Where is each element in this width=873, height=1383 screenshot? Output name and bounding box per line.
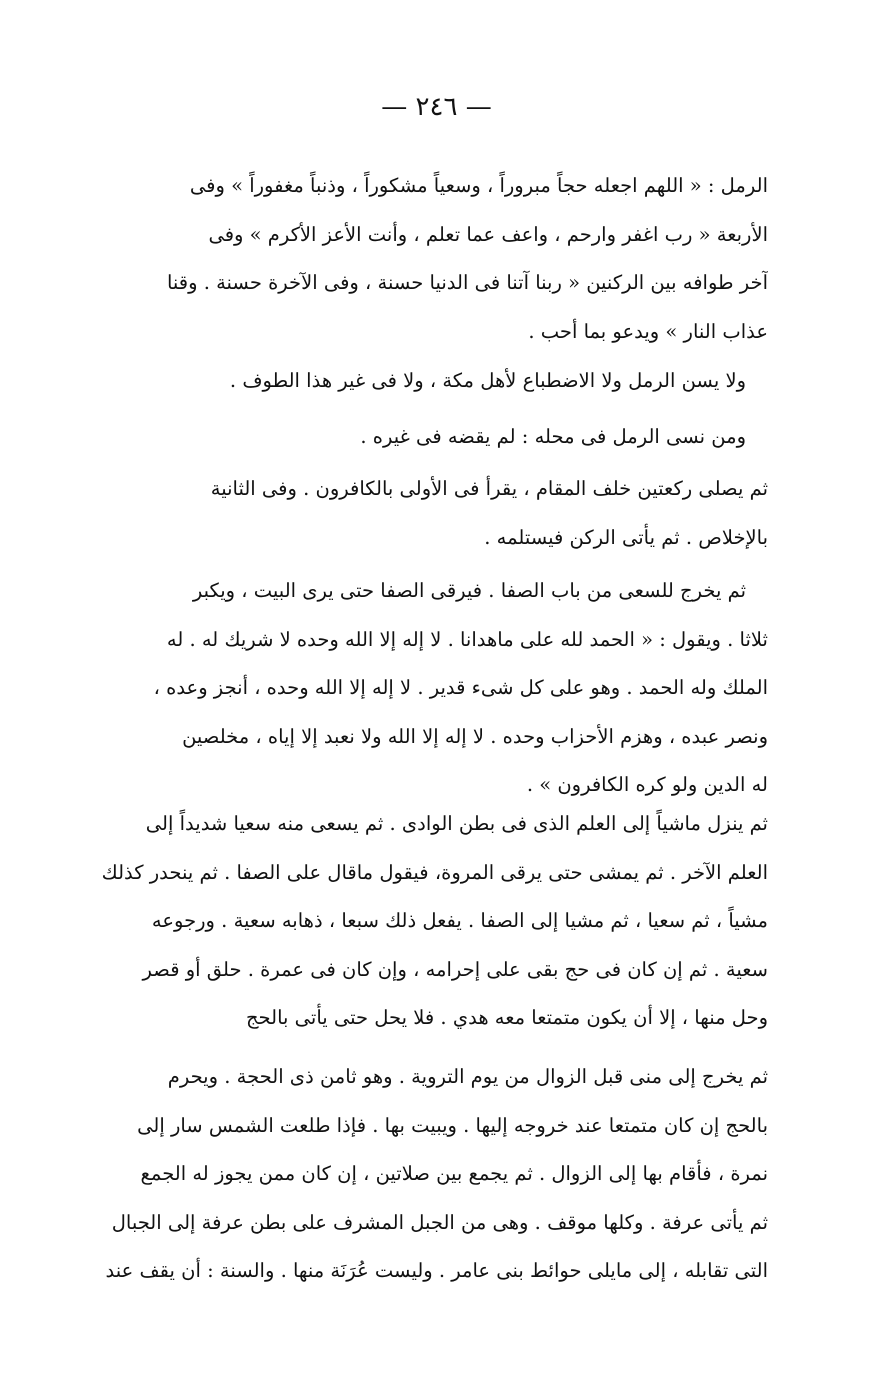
text-line: سعية . ثم إن كان فى حج بقى على إحرامه ، وإن كان فى عمرة . حلق أو قصر — [142, 957, 768, 981]
paragraph-sai — [100, 800, 768, 1043]
text-line: ثم ينزل ماشياً إلى العلم الذى فى بطن الوادى . ثم يسعى منه سعيا شديداً إلى — [145, 812, 768, 835]
text-line: بالحج إن كان متمتعا عند خروجه إليها . ويبيت بها . فإذا طلعت الشمس سار إلى — [137, 1113, 768, 1137]
paragraph-two-rakahs — [100, 465, 768, 562]
text-line: الرمل : « اللهم اجعله حجاً مبروراً ، وسعياً مشكوراً ، وذنباً مغفوراً » وفى — [189, 174, 768, 197]
text-line: له الدين ولو كره الكافرون » . — [526, 773, 768, 797]
text-line: ولا يسن الرمل ولا الاضطباع لأهل مكة ، ولا فى غير هذا الطوف . — [229, 369, 746, 392]
text-line: عذاب النار » ويدعو بما أحب . — [528, 319, 768, 343]
text-line: الأربعة « رب اغفر وارحم ، واعف عما تعلم ، وأنت الأعز الأكرم » وفى — [208, 222, 768, 246]
paragraph-ramal-dua — [100, 162, 768, 356]
text-line: التى تقابله ، إلى مايلى حوائط بنى عامر . وليست عُرَنَة منها . والسنة : أن يقف عند — [105, 1259, 768, 1283]
paragraph-mina-arafah — [100, 1053, 768, 1296]
text-line: العلم الآخر . ثم يمشى حتى يرقى المروة، فيقول ماقال على الصفا . ثم ينحدر كذلك — [101, 860, 768, 884]
text-line: بالإخلاص . ثم يأتى الركن فيستلمه . — [484, 525, 768, 549]
text-line: ونصر عبده ، وهزم الأحزاب وحده . لا إله إلا الله ولا نعبد إلا إياه ، مخلصين — [182, 724, 768, 748]
text-line: ثلاثا . ويقول : « الحمد لله على ماهدانا . لا إله إلا الله وحده لا شريك له . له — [166, 627, 768, 651]
text-line: ثم يصلى ركعتين خلف المقام ، يقرأ فى الأولى بالكافرون . وفى الثانية — [210, 477, 768, 500]
text-line: الملك وله الحمد . وهو على كل شىء قدير . لا إله إلا الله وحده ، أنجز وعده ، — [153, 676, 768, 700]
text-line: ثم يأتى عرفة . وكلها موقف . وهى من الجبل المشرف على بطن عرفة إلى الجبال — [111, 1210, 768, 1234]
paragraph-forgot-ramal — [100, 413, 768, 462]
text-line: آخر طوافه بين الركنين « ربنا آتنا فى الدنيا حسنة ، وفى الآخرة حسنة . وقنا — [166, 271, 768, 295]
text-line: ومن نسى الرمل فى محله : لم يقضه فى غيره . — [360, 425, 746, 448]
paragraph-safa — [100, 567, 768, 810]
paragraph-ramal-makkah — [100, 357, 768, 406]
text-line: ثم يخرج إلى منى قبل الزوال من يوم التروية . وهو ثامن ذى الحجة . ويحرم — [167, 1065, 768, 1088]
text-line: نمرة ، فأقام بها إلى الزوال . ثم يجمع بين صلاتين ، إن كان ممن يجوز له الجمع — [140, 1162, 768, 1186]
text-line: مشياً ، ثم سعيا ، ثم مشيا إلى الصفا . يفعل ذلك سبعا ، ذهابه سعية . ورجوعه — [151, 909, 768, 933]
text-line: وحل منها ، إلا أن يكون متمتعا معه هدي . فلا يحل حتى يأتى بالحج — [245, 1006, 768, 1030]
page-number: — ٢٤٦ — — [381, 92, 492, 122]
text-line: ثم يخرج للسعى من باب الصفا . فيرقى الصفا حتى يرى البيت ، ويكبر — [192, 579, 746, 602]
